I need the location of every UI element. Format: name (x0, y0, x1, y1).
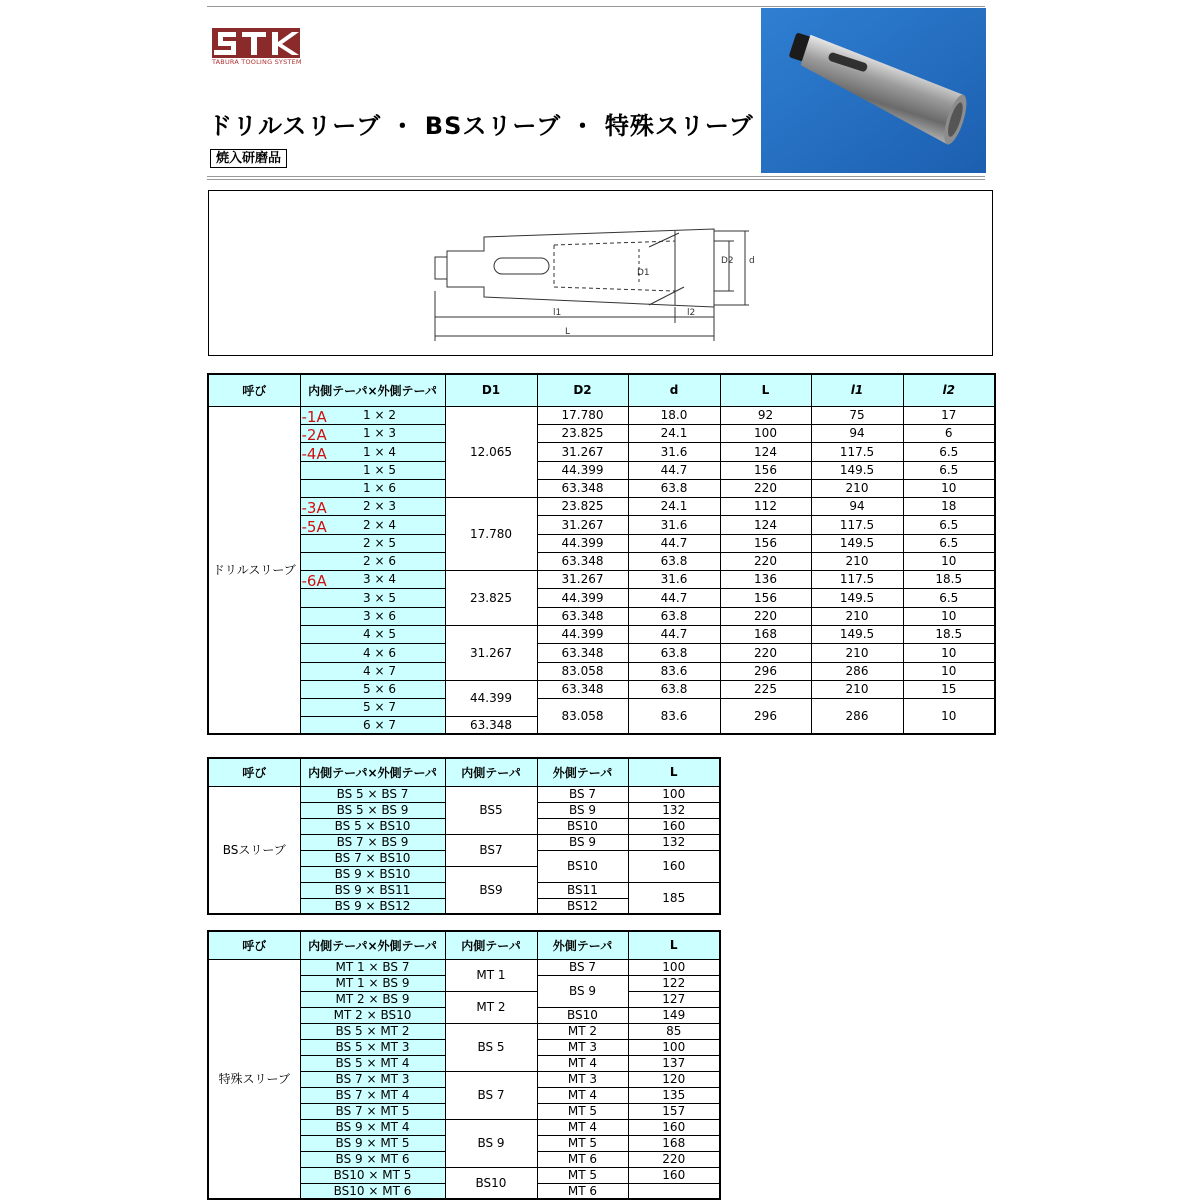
taper-size: 4 × 5 (363, 627, 396, 641)
d2-value: 63.348 (537, 552, 628, 570)
outer-taper: BS 7 (537, 959, 628, 975)
taper-combination (300, 424, 445, 442)
l-value: 168 (720, 625, 811, 643)
l2-value: 10 (903, 479, 995, 497)
taper-combination (300, 552, 445, 570)
outer-taper: BS12 (537, 898, 628, 914)
model-suffix: -6A (301, 572, 327, 588)
col-header-D1: D1 (445, 374, 537, 406)
col-header-L: L (628, 758, 720, 786)
l-value: 220 (720, 607, 811, 625)
taper-combination: BS 7 × BS10 (300, 850, 445, 866)
bs-sleeve-table (207, 757, 721, 915)
table-row (208, 570, 995, 588)
l2-value: 17 (903, 406, 995, 424)
taper-combination: BS 9 × BS11 (300, 882, 445, 898)
page-title: ドリルスリーブ ・ BSスリーブ ・ 特殊スリーブ (208, 112, 754, 140)
l-value: 160 (628, 818, 720, 834)
taper-combination: BS 7 × MT 4 (300, 1087, 445, 1103)
inner-taper: BS 5 (445, 1023, 537, 1071)
l2-value: 10 (903, 698, 995, 734)
l-value: 156 (720, 461, 811, 479)
l-value: 122 (628, 975, 720, 991)
l2-value: 10 (903, 552, 995, 570)
outer-taper: BS 9 (537, 802, 628, 818)
taper-size: 5 × 7 (363, 700, 396, 714)
l2-value: 15 (903, 680, 995, 698)
taper-combination (300, 588, 445, 607)
header-rule (207, 176, 985, 177)
col-header-nominal: 呼び (208, 931, 300, 959)
l1-value: 149.5 (811, 461, 903, 479)
table-row (208, 607, 995, 625)
d1-value: 23.825 (445, 570, 537, 625)
taper-combination (300, 607, 445, 625)
label-d: d (749, 256, 755, 266)
table-row (208, 786, 720, 802)
series-name: 特殊スリーブ (208, 959, 300, 1199)
d2-value: 23.825 (537, 497, 628, 515)
l-value-empty (628, 1183, 720, 1199)
l2-value: 18.5 (903, 625, 995, 643)
taper-combination: BS 7 × BS 9 (300, 834, 445, 850)
product-photo (761, 8, 986, 173)
taper-combination: BS 9 × MT 6 (300, 1151, 445, 1167)
l-value: 225 (720, 680, 811, 698)
table-row (208, 442, 995, 461)
l-value: 156 (720, 588, 811, 607)
l2-value: 6.5 (903, 534, 995, 552)
d-value: 44.7 (628, 625, 720, 643)
d-value: 83.6 (628, 698, 720, 734)
d2-value: 44.399 (537, 461, 628, 479)
outer-taper: BS 9 (537, 975, 628, 1007)
inner-taper: BS7 (445, 834, 537, 866)
model-suffix: -2A (301, 426, 327, 442)
d1-value: 17.780 (445, 497, 537, 570)
l-value: 157 (628, 1103, 720, 1119)
inner-taper: BS 7 (445, 1071, 537, 1119)
model-suffix: -3A (301, 499, 327, 515)
inner-taper: MT 1 (445, 959, 537, 991)
label-l2: l2 (687, 308, 696, 318)
l2-value: 18 (903, 497, 995, 515)
taper-size: 3 × 4 (363, 572, 396, 586)
col-header-d: d (628, 374, 720, 406)
d2-value: 63.348 (537, 479, 628, 497)
table-row (208, 643, 995, 662)
taper-combination: BS 5 × MT 2 (300, 1023, 445, 1039)
l-value: 100 (628, 786, 720, 802)
table-row (208, 662, 995, 680)
taper-combination (300, 680, 445, 698)
taper-combination (300, 479, 445, 497)
col-header-D2: D2 (537, 374, 628, 406)
table-row (208, 625, 995, 643)
d-value: 24.1 (628, 497, 720, 515)
col-header-taper: 内側テーパ×外側テーパ (300, 758, 445, 786)
d1-value: 63.348 (445, 716, 537, 734)
taper-combination: BS 9 × BS10 (300, 866, 445, 882)
taper-combination: BS 5 × BS10 (300, 818, 445, 834)
taper-size: 2 × 4 (363, 517, 396, 532)
d2-value: 23.825 (537, 424, 628, 442)
taper-size: 4 × 6 (363, 645, 396, 660)
l2-value: 6 (903, 424, 995, 442)
col-header-inner: 内側テーパ (445, 931, 537, 959)
label-D2: D2 (721, 256, 734, 266)
col-header-l2: l2 (903, 374, 995, 406)
d2-value: 31.267 (537, 515, 628, 534)
d2-value: 44.399 (537, 625, 628, 643)
l-value: 112 (720, 497, 811, 515)
d2-value: 63.348 (537, 643, 628, 662)
taper-combination: MT 2 × BS 9 (300, 991, 445, 1007)
taper-combination: MT 1 × BS 9 (300, 975, 445, 991)
l2-value: 6.5 (903, 442, 995, 461)
brand-subtitle: TABURA TOOLING SYSTEM (212, 58, 302, 66)
l-value: 135 (628, 1087, 720, 1103)
d-value: 31.6 (628, 570, 720, 588)
d2-value: 31.267 (537, 570, 628, 588)
series-name: BSスリーブ (208, 786, 300, 914)
l1-value: 75 (811, 406, 903, 424)
label-L: L (565, 327, 571, 337)
taper-size: 4 × 7 (363, 664, 396, 678)
l-value: 160 (628, 1167, 720, 1183)
l1-value: 94 (811, 424, 903, 442)
table-row (208, 515, 995, 534)
d2-value: 63.348 (537, 680, 628, 698)
l-value: 185 (628, 882, 720, 914)
l-value: 100 (720, 424, 811, 442)
l1-value: 286 (811, 698, 903, 734)
d2-value: 44.399 (537, 588, 628, 607)
d-value: 18.0 (628, 406, 720, 424)
d-value: 83.6 (628, 662, 720, 680)
l2-value: 6.5 (903, 515, 995, 534)
l1-value: 286 (811, 662, 903, 680)
d1-value: 12.065 (445, 406, 537, 497)
l1-value: 210 (811, 680, 903, 698)
l1-value: 210 (811, 607, 903, 625)
l-value: 100 (628, 959, 720, 975)
table-row (208, 588, 995, 607)
label-l1: l1 (553, 308, 562, 318)
taper-combination: BS 9 × MT 5 (300, 1135, 445, 1151)
l1-value: 94 (811, 497, 903, 515)
outer-taper: BS 7 (537, 786, 628, 802)
d-value: 63.8 (628, 552, 720, 570)
outer-taper: BS10 (537, 850, 628, 882)
l1-value: 117.5 (811, 570, 903, 588)
l-value: 168 (628, 1135, 720, 1151)
d-value: 63.8 (628, 643, 720, 662)
taper-combination: BS 7 × MT 5 (300, 1103, 445, 1119)
d-value: 31.6 (628, 442, 720, 461)
table-row (208, 534, 995, 552)
l1-value: 210 (811, 552, 903, 570)
l2-value: 10 (903, 607, 995, 625)
inner-taper: BS5 (445, 786, 537, 834)
l-value: 85 (628, 1023, 720, 1039)
l-value: 100 (628, 1039, 720, 1055)
l1-value: 210 (811, 479, 903, 497)
l1-value: 149.5 (811, 534, 903, 552)
d-value: 44.7 (628, 588, 720, 607)
d2-value: 44.399 (537, 534, 628, 552)
company-logo (212, 14, 300, 58)
taper-combination: BS 7 × MT 3 (300, 1071, 445, 1087)
l2-value: 18.5 (903, 570, 995, 588)
taper-combination: BS 9 × MT 4 (300, 1119, 445, 1135)
l-value: 296 (720, 698, 811, 734)
d2-value: 17.780 (537, 406, 628, 424)
taper-combination: BS 5 × MT 4 (300, 1055, 445, 1071)
outer-taper: MT 2 (537, 1023, 628, 1039)
outer-taper: MT 3 (537, 1071, 628, 1087)
l-value: 132 (628, 834, 720, 850)
col-header-L: L (628, 931, 720, 959)
taper-size: 6 × 7 (363, 717, 396, 732)
taper-size: 1 × 5 (363, 463, 396, 477)
taper-combination (300, 570, 445, 588)
outer-taper: MT 4 (537, 1087, 628, 1103)
outer-taper: MT 5 (537, 1103, 628, 1119)
header-rule-2 (207, 179, 985, 180)
table-row (208, 497, 995, 515)
l-value: 120 (628, 1071, 720, 1087)
l2-value: 10 (903, 662, 995, 680)
taper-size: 2 × 6 (363, 554, 396, 568)
l-value: 149 (628, 1007, 720, 1023)
l2-value: 10 (903, 643, 995, 662)
d-value: 31.6 (628, 515, 720, 534)
l-value: 220 (628, 1151, 720, 1167)
taper-combination: BS10 × MT 5 (300, 1167, 445, 1183)
l-value: 132 (628, 802, 720, 818)
col-header-taper: 内側テーパ×外側テーパ (300, 931, 445, 959)
taper-combination (300, 515, 445, 534)
col-header-outer: 外側テーパ (537, 758, 628, 786)
inner-taper: BS 9 (445, 1119, 537, 1167)
col-header-inner: 内側テーパ (445, 758, 537, 786)
taper-combination (300, 716, 445, 734)
drill-sleeve-table (207, 373, 996, 735)
taper-combination: MT 2 × BS10 (300, 1007, 445, 1023)
outer-taper: BS10 (537, 818, 628, 834)
taper-combination: BS 5 × BS 7 (300, 786, 445, 802)
taper-combination: BS 5 × BS 9 (300, 802, 445, 818)
col-header-L: L (720, 374, 811, 406)
d-value: 63.8 (628, 479, 720, 497)
l2-value: 6.5 (903, 461, 995, 479)
top-rule (207, 6, 985, 7)
taper-size: 3 × 6 (363, 609, 396, 623)
taper-combination (300, 497, 445, 515)
d-value: 44.7 (628, 534, 720, 552)
d1-value: 31.267 (445, 625, 537, 680)
l1-value: 149.5 (811, 588, 903, 607)
taper-size: 1 × 3 (363, 426, 396, 440)
l-value: 220 (720, 643, 811, 662)
l-value: 92 (720, 406, 811, 424)
outer-taper: BS 9 (537, 834, 628, 850)
technical-drawing (208, 190, 993, 356)
model-suffix: -1A (301, 408, 327, 424)
taper-size: 3 × 5 (363, 590, 396, 605)
taper-combination (300, 643, 445, 662)
outer-taper: MT 6 (537, 1151, 628, 1167)
l-value: 124 (720, 442, 811, 461)
l-value: 220 (720, 552, 811, 570)
taper-size: 1 × 2 (363, 408, 396, 422)
outer-taper: MT 5 (537, 1167, 628, 1183)
d-value: 24.1 (628, 424, 720, 442)
col-header-nominal: 呼び (208, 374, 300, 406)
taper-combination: BS 9 × BS12 (300, 898, 445, 914)
l-value: 136 (720, 570, 811, 588)
table-row (208, 959, 720, 975)
l-value: 160 (628, 1119, 720, 1135)
table-row (208, 461, 995, 479)
d2-value: 31.267 (537, 442, 628, 461)
table-row (208, 479, 995, 497)
l1-value: 117.5 (811, 515, 903, 534)
taper-combination (300, 662, 445, 680)
col-header-nominal: 呼び (208, 758, 300, 786)
outer-taper: MT 5 (537, 1135, 628, 1151)
taper-combination (300, 406, 445, 424)
inner-taper: BS9 (445, 866, 537, 914)
d1-value: 44.399 (445, 680, 537, 716)
l1-value: 210 (811, 643, 903, 662)
series-name: ドリルスリーブ (208, 406, 300, 734)
taper-combination (300, 698, 445, 716)
taper-size: 2 × 3 (363, 499, 396, 513)
l1-value: 149.5 (811, 625, 903, 643)
special-sleeve-table (207, 930, 721, 1200)
outer-taper: BS10 (537, 1007, 628, 1023)
l-value: 124 (720, 515, 811, 534)
l-value: 156 (720, 534, 811, 552)
table-row (208, 698, 995, 716)
d2-value: 83.058 (537, 662, 628, 680)
outer-taper: MT 4 (537, 1055, 628, 1071)
taper-combination (300, 534, 445, 552)
model-suffix: -5A (301, 517, 327, 534)
d-value: 44.7 (628, 461, 720, 479)
inner-taper: BS10 (445, 1167, 537, 1199)
taper-combination: MT 1 × BS 7 (300, 959, 445, 975)
d2-value: 63.348 (537, 607, 628, 625)
l-value: 127 (628, 991, 720, 1007)
col-header-taper: 内側テーパ×外側テーパ (300, 374, 445, 406)
d2-value: 83.058 (537, 698, 628, 734)
taper-combination (300, 461, 445, 479)
table-row (208, 680, 995, 698)
d-value: 63.8 (628, 680, 720, 698)
l2-value: 6.5 (903, 588, 995, 607)
taper-size: 1 × 6 (363, 481, 396, 495)
taper-size: 5 × 6 (363, 682, 396, 696)
d-value: 63.8 (628, 607, 720, 625)
table-row (208, 424, 995, 442)
taper-size: 2 × 5 (363, 536, 396, 550)
taper-size: 1 × 4 (363, 444, 396, 459)
l-value: 137 (628, 1055, 720, 1071)
taper-combination (300, 442, 445, 461)
l1-value: 117.5 (811, 442, 903, 461)
l-value: 220 (720, 479, 811, 497)
col-header-outer: 外側テーパ (537, 931, 628, 959)
outer-taper: MT 6 (537, 1183, 628, 1199)
table-row (208, 406, 995, 424)
taper-combination: BS10 × MT 6 (300, 1183, 445, 1199)
outer-taper: MT 3 (537, 1039, 628, 1055)
hardened-ground-badge: 焼入研磨品 (210, 149, 287, 168)
inner-taper: MT 2 (445, 991, 537, 1023)
l-value: 296 (720, 662, 811, 680)
outer-taper: BS11 (537, 882, 628, 898)
model-suffix: -4A (301, 444, 327, 461)
label-D1: D1 (637, 268, 650, 278)
l-value: 160 (628, 850, 720, 882)
col-header-l1: l1 (811, 374, 903, 406)
table-row (208, 552, 995, 570)
outer-taper: MT 4 (537, 1119, 628, 1135)
taper-combination (300, 625, 445, 643)
taper-combination: BS 5 × MT 3 (300, 1039, 445, 1055)
